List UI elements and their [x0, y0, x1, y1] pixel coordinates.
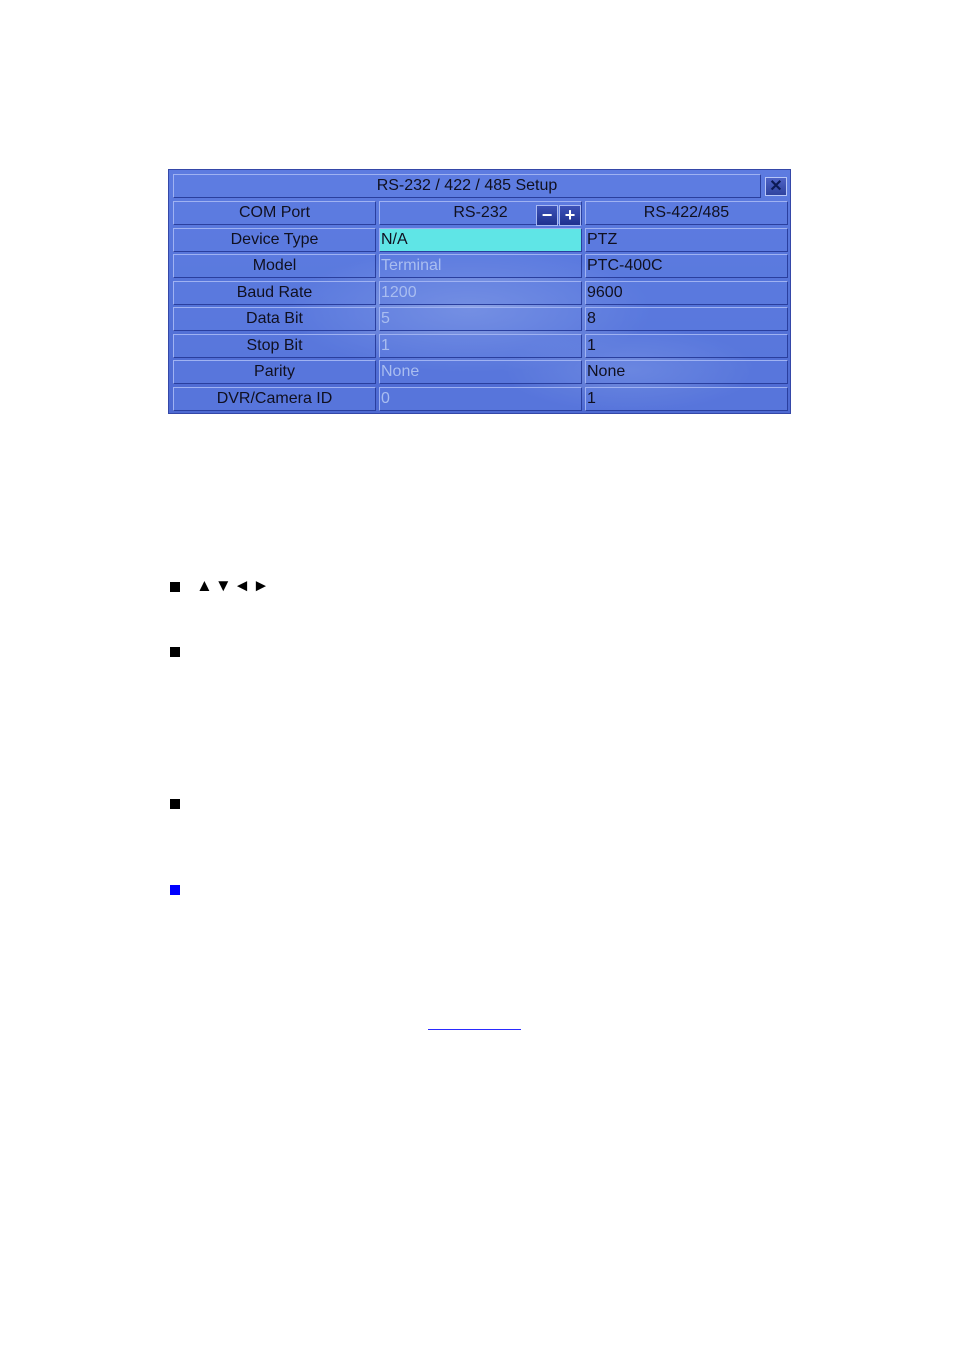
header-rs232-label: RS-232	[453, 204, 508, 221]
rs422-baud-rate[interactable]: 9600	[585, 281, 788, 305]
rs-setup-dialog	[168, 169, 791, 414]
header-rs422: RS-422/485	[585, 201, 788, 225]
rs232-data-bit[interactable]: 5	[379, 307, 582, 331]
row-label-device-type: Device Type	[173, 228, 376, 252]
row-label-parity: Parity	[173, 360, 376, 384]
rs422-data-bit[interactable]: 8	[585, 307, 788, 331]
rs232-stepper	[536, 205, 582, 226]
rs422-dvr-camera-id[interactable]: 1	[585, 387, 788, 411]
row-label-stop-bit: Stop Bit	[173, 334, 376, 358]
rs422-stop-bit[interactable]: 1	[585, 334, 788, 358]
rs422-device-type[interactable]: PTZ	[585, 228, 788, 252]
bullet-square	[170, 647, 180, 657]
row-label-dvr-camera-id: DVR/Camera ID	[173, 387, 376, 411]
row-label-data-bit: Data Bit	[173, 307, 376, 331]
rs232-dvr-camera-id[interactable]: 0	[379, 387, 582, 411]
bullet-square	[170, 582, 180, 592]
plus-icon[interactable]: +	[559, 205, 581, 226]
minus-icon[interactable]: −	[536, 205, 558, 226]
close-icon[interactable]: ✕	[765, 177, 787, 196]
bullet-square	[170, 799, 180, 809]
rs232-model[interactable]: Terminal	[379, 254, 582, 278]
rs232-baud-rate[interactable]: 1200	[379, 281, 582, 305]
rs422-model[interactable]: PTC-400C	[585, 254, 788, 278]
rs232-parity[interactable]: None	[379, 360, 582, 384]
rs232-device-type[interactable]: N/A	[379, 228, 582, 252]
hyperlink-underline[interactable]	[428, 1029, 521, 1030]
bullet-square-blue	[170, 885, 180, 895]
dialog-title: RS-232 / 422 / 485 Setup	[173, 174, 761, 198]
header-com-port: COM Port	[173, 201, 376, 225]
rs422-parity[interactable]: None	[585, 360, 788, 384]
row-label-baud-rate: Baud Rate	[173, 281, 376, 305]
arrow-keys-glyphs: ▲▼◄►	[196, 576, 272, 595]
row-label-model: Model	[173, 254, 376, 278]
rs232-stop-bit[interactable]: 1	[379, 334, 582, 358]
